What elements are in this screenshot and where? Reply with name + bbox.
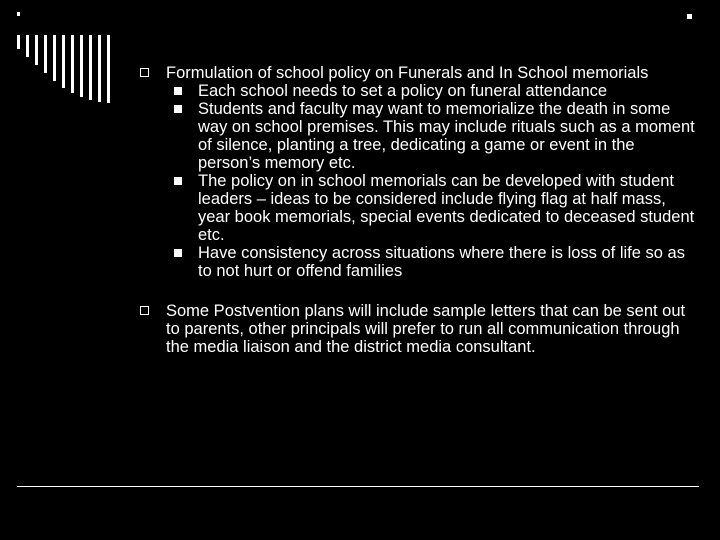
hollow-square-bullet-icon [140,68,149,77]
filled-square-bullet-icon [174,177,182,185]
hollow-square-bullet-icon [140,306,149,315]
sub-bullet [140,172,700,244]
filled-square-bullet-icon [174,249,182,257]
sub-bullet [140,100,700,172]
sub-bullet [140,244,700,280]
bullet-postvention-plans [140,302,700,356]
slide-body [140,64,700,356]
sub-bullet-text: Each school needs to set a policy on funeral attendance [198,82,608,100]
sub-bullet-text: The policy on in school memorials can be developed with student leaders – ideas to be considered include flying flag at half mass, year book memorials, special events dedicated to deceased student etc. [198,172,695,244]
sub-bullet-text: Have consistency across situations where there is loss of life so as to not hurt or offend families [198,244,685,280]
sub-bullet [140,82,700,100]
bottom-rule [17,486,699,487]
bullet-text: Some Postvention plans will include sample letters that can be sent out to parents, other principals will prefer to run all communication through the media liaison and the district media consultant. [166,302,686,356]
filled-square-bullet-icon [174,87,182,95]
corner-square-mark [687,14,692,19]
filled-square-bullet-icon [174,105,182,113]
top-rule-mark [17,12,20,16]
sub-bullet-text: Students and faculty may want to memorialize the death in some way on school premises. This may include rituals such as a moment of silence, planting a tree, dedicating a game or event in the person’s memory etc. [198,100,695,172]
bullet-text: Formulation of school policy on Funerals and In School memorials [166,64,649,82]
bullet-funeral-policy [140,64,700,280]
